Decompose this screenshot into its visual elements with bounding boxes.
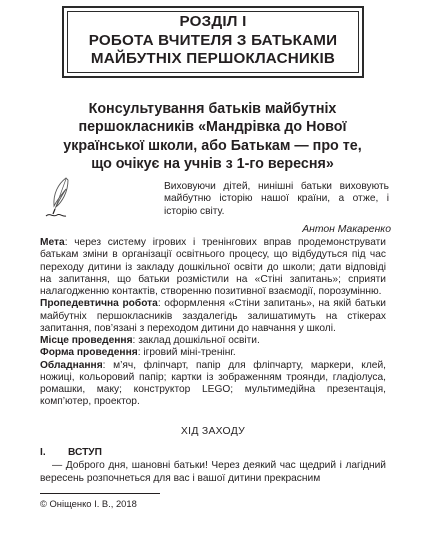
intro-title: ВСТУП <box>68 447 102 458</box>
intro-numeral: I. <box>40 447 46 458</box>
epigraph-text: Виховуючи дітей, нинішні батьки виховують майбутню історію нашої країни, а отже, і історію світу. <box>164 181 389 217</box>
epigraph-author: Антон Макаренко <box>302 224 391 235</box>
place-label: Місце проведення <box>40 335 133 346</box>
footer-rule <box>40 493 160 494</box>
goal-paragraph <box>40 237 386 298</box>
section-title-line: РОЗДІЛ І <box>179 13 247 30</box>
prep-text: : оформлення «Стіни запитань», на якій батьки майбутніх першокласників заздалегідь залишатимуть на стікерах запитання, пов’язані з переходом дитини до навчання у школі. <box>40 298 387 334</box>
lesson-meta <box>40 237 386 409</box>
section-title-line: МАЙБУТНІХ ПЕРШОКЛАСНИКІВ <box>90 50 336 67</box>
topic-title <box>40 100 385 174</box>
topic-title-line: Консультування батьків майбутніх <box>88 101 337 117</box>
prep-label: Пропедевтична робота <box>40 298 158 310</box>
topic-title-line: що очікує на учнів з 1-го вересня» <box>91 156 334 173</box>
form-label: Форма проведення <box>40 347 138 359</box>
prep-paragraph <box>40 298 386 335</box>
goal-label: Мета <box>40 237 65 248</box>
topic-title-line: української школи, або Батькам — про те, <box>63 137 362 154</box>
intro-text: — Доброго дня, шановні батьки! Через деякий час щедрий і лагідний вересень розпочнеться для вас і вашої дитини прекрасним <box>40 460 386 484</box>
place-paragraph <box>40 335 386 347</box>
section-title-line: РОБОТА ВЧИТЕЛЯ З БАТЬКАМИ <box>88 31 338 49</box>
place-text: : заклад дошкільної освіти. <box>132 335 260 346</box>
goal-text: : через систему ігрових і тренінгових вправ продемонструвати батькам зміни в організації освітнього процесу, що відбудуться під час переходу дитини із закладу дошкільної освіти до школи; дати відповіді на запитання, що батьки розмістили на «Стіні запитань»; сприяти налагодженню контактів, створенню позитивної взаємодії, порозумінню. <box>40 237 386 297</box>
form-paragraph <box>40 347 386 359</box>
equipment-paragraph <box>40 360 386 409</box>
equipment-label: Обладнання <box>40 359 103 371</box>
copyright: © Оніщенко І. В., 2018 <box>40 498 137 509</box>
intro-heading <box>40 447 386 459</box>
equipment-text: : м’яч, фліпчарт, папір для фліпчарту, маркери, клей, ножиці, кольоровий папір; картки із зображенням троянди, гладіолуса, ромашки, маку; конструктор LEGO; мультимедійна презентація, комп’ютер, проектор. <box>40 359 386 408</box>
quill-pen-icon <box>44 176 74 220</box>
intro-section <box>40 447 386 485</box>
plan-heading: ХІД ЗАХОДУ <box>180 426 246 437</box>
topic-title-line: першокласників «Мандрівка до Нової <box>78 119 347 136</box>
section-title <box>62 13 364 69</box>
form-text: : ігровий міні-тренінг. <box>137 347 236 359</box>
